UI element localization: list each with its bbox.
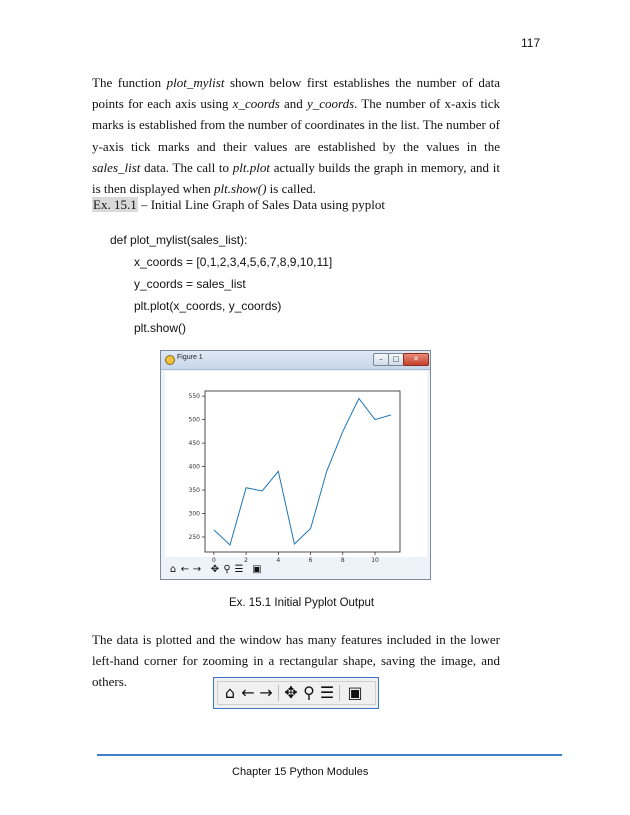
window-title: Figure 1: [177, 354, 203, 361]
configure-subplots-icon[interactable]: ☰: [319, 683, 335, 702]
x-tick-label: 0: [211, 557, 216, 564]
save-icon[interactable]: ▣: [347, 683, 363, 702]
para-text: The function: [92, 75, 167, 90]
maximize-button[interactable]: □: [388, 353, 404, 366]
zoom-icon[interactable]: ⚲: [303, 683, 315, 702]
para-text: shown below first establishes the number of data points for each axis using: [92, 75, 500, 112]
save-icon[interactable]: ▣: [252, 564, 262, 575]
code-line: y_coords = sales_list: [134, 277, 246, 291]
y-tick-label: 350: [188, 487, 200, 495]
code-line: x_coords = [0,1,2,3,4,5,6,7,8,9,10,11]: [134, 255, 333, 269]
x-tick-label: 6: [308, 557, 313, 564]
para-text: . The number of x-axis tick marks is established from the number of coordinates in the list. The number of y-axis tick marks and their values are established by the values in the: [92, 96, 500, 154]
close-button[interactable]: ✕: [403, 353, 429, 366]
home-icon[interactable]: ⌂: [169, 564, 177, 575]
para-text: actually builds the graph in memory, and it is then displayed when: [92, 159, 500, 197]
footer-rule: [97, 754, 562, 756]
x-tick-label: 10: [371, 557, 379, 564]
home-icon[interactable]: ⌂: [224, 683, 236, 702]
code-term: plt.show(): [214, 181, 267, 197]
plot-frame: [205, 391, 400, 552]
x-tick-label: 8: [340, 557, 345, 564]
y-tick-label: 550: [188, 393, 200, 401]
minimize-button[interactable]: –: [373, 353, 389, 366]
x-tick-label: 2: [244, 557, 249, 564]
toolbar-closeup: [213, 677, 379, 709]
y-tick-label: 400: [188, 463, 200, 471]
y-tick-label: 500: [188, 416, 200, 424]
forward-icon[interactable]: →: [192, 564, 202, 575]
para-text: is called.: [266, 181, 316, 197]
code-term: plt.plot: [232, 159, 270, 175]
example-label: [92, 197, 385, 213]
pan-icon[interactable]: ✥: [284, 683, 298, 702]
toolbar-separator: [339, 685, 340, 701]
toolbar-closeup-inner: [217, 681, 376, 705]
code-block: [110, 231, 332, 341]
code-term: x_coords: [232, 96, 280, 112]
y-tick-label: 300: [188, 510, 200, 518]
code-term: plot_mylist: [166, 75, 225, 90]
code-line: plt.plot(x_coords, y_coords): [134, 299, 282, 313]
example-title: – Initial Line Graph of Sales Data using pyplot: [137, 197, 386, 212]
toolbar-separator: [278, 685, 279, 701]
code-term: sales_list: [92, 159, 141, 175]
y-tick-label: 450: [188, 440, 200, 448]
page-number: 117: [521, 36, 541, 50]
plot-canvas: [165, 371, 427, 564]
window-titlebar[interactable]: [161, 351, 430, 370]
pan-icon[interactable]: ✥: [210, 564, 220, 575]
para-text: and: [279, 96, 307, 112]
code-term: y_coords: [306, 96, 355, 112]
description-paragraph: The data is plotted and the window has many features included in the lower left-hand corner for zooming in a rectangular shape, saving the image, and others.: [92, 632, 500, 690]
code-line: plt.show(): [134, 321, 187, 335]
y-tick-label: 250: [188, 533, 200, 541]
para-text: data. The call to: [140, 159, 233, 175]
app-icon: [165, 355, 175, 365]
back-icon[interactable]: ←: [241, 683, 255, 702]
footer-chapter: Chapter 15 Python Modules: [232, 766, 369, 778]
code-line: def plot_mylist(sales_list):: [110, 233, 248, 247]
zoom-icon[interactable]: ⚲: [223, 564, 231, 575]
figure-caption: Ex. 15.1 Initial Pyplot Output: [229, 597, 375, 609]
x-tick-label: 4: [276, 557, 281, 564]
line-chart: [165, 371, 427, 564]
forward-icon[interactable]: →: [259, 683, 273, 702]
back-icon[interactable]: ←: [180, 564, 190, 575]
y-axis: [189, 393, 205, 541]
example-number: Ex. 15.1: [93, 197, 137, 212]
intro-paragraph: [92, 72, 500, 199]
configure-subplots-icon[interactable]: ☰: [234, 564, 244, 575]
sales-series-line: [214, 399, 391, 546]
figure-window: [160, 350, 431, 580]
